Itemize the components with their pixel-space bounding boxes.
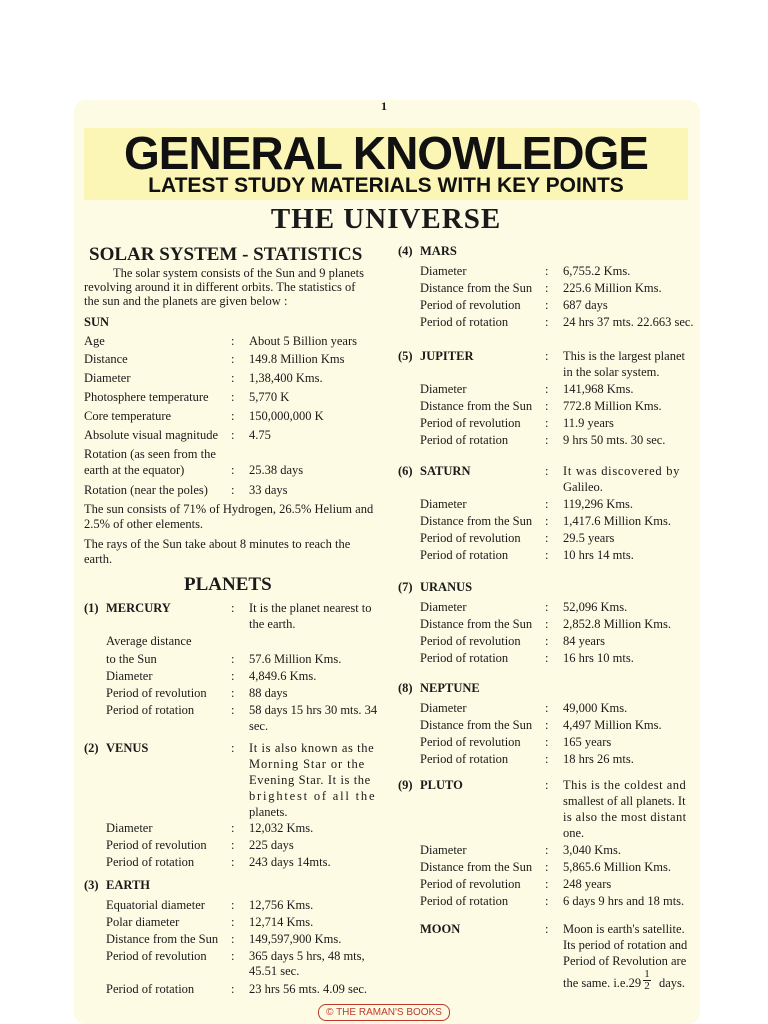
row-value: 150,000,000 K — [249, 409, 324, 423]
planet-note: Evening Star. It is the — [249, 773, 371, 787]
row-colon: : — [545, 548, 549, 562]
row-value: 11.9 years — [563, 416, 614, 430]
sun-heading: SUN — [84, 315, 110, 329]
row-colon: : — [545, 497, 549, 511]
row-label: Distance from the Sun — [420, 860, 533, 874]
row-colon: : — [231, 838, 235, 852]
rays-text: The rays of the Sun take about 8 minutes to reach the — [84, 537, 351, 551]
row-value: 45.51 sec. — [249, 964, 300, 978]
row-value: 57.6 Million Kms. — [249, 652, 342, 666]
row-colon: : — [545, 298, 549, 312]
row-colon: : — [545, 634, 549, 648]
moon-note: Its period of rotation and — [563, 938, 688, 952]
planet-note: This is the largest planet — [563, 349, 685, 363]
row-value: 225.6 Million Kms. — [563, 281, 662, 295]
rotation-poles-label: Rotation (near the poles) — [84, 483, 208, 497]
row-value: 225 days — [249, 838, 294, 852]
row-label: Distance — [84, 352, 128, 366]
row-label: Period of rotation — [106, 855, 195, 869]
row-label: Diameter — [106, 821, 153, 835]
row-colon: : — [545, 464, 549, 478]
row-colon: : — [545, 281, 549, 295]
composition-text: 2.5% of other elements. — [84, 517, 204, 531]
row-label: Period of rotation — [420, 752, 509, 766]
planet-note: in the solar system. — [563, 365, 660, 379]
planet-number: (9) — [398, 778, 413, 792]
row-colon: : — [231, 483, 235, 497]
row-value: 6 days 9 hrs and 18 mts. — [563, 894, 685, 908]
moon-same-prefix: the same. i.e.29 — [563, 976, 642, 990]
planet-name: EARTH — [106, 878, 151, 892]
row-colon: : — [545, 531, 549, 545]
planet-note: brightest of all the — [249, 789, 377, 803]
row-value: 58 days 15 hrs 30 mts. 34 — [249, 703, 378, 717]
row-colon: : — [545, 894, 549, 908]
planet-number: (1) — [84, 601, 99, 615]
row-label: Period of rotation — [420, 548, 509, 562]
row-colon: : — [545, 701, 549, 715]
planet-number: (7) — [398, 580, 413, 594]
intro-line: the sun and the planets are given below : — [84, 294, 288, 308]
planet-note: one. — [563, 826, 585, 840]
row-colon: : — [231, 898, 235, 912]
row-label: Core temperature — [84, 409, 172, 423]
row-colon: : — [231, 409, 235, 423]
planet-name: JUPITER — [420, 349, 474, 363]
row-label: Diameter — [106, 669, 153, 683]
row-label: Period of revolution — [420, 735, 521, 749]
row-colon: : — [231, 601, 235, 615]
row-colon: : — [545, 922, 549, 936]
row-value: About 5 Billion years — [249, 334, 357, 348]
row-colon: : — [231, 463, 235, 477]
row-label: Photosphere temperature — [84, 390, 209, 404]
row-value: 12,032 Kms. — [249, 821, 314, 835]
row-colon: : — [231, 390, 235, 404]
row-colon: : — [231, 932, 235, 946]
planet-note: Galileo. — [563, 480, 603, 494]
row-value: 24 hrs 37 mts. 22.663 sec. — [563, 315, 694, 329]
row-label: Diameter — [420, 382, 467, 396]
row-label: Diameter — [420, 701, 467, 715]
section-title: THE UNIVERSE — [270, 203, 502, 235]
row-colon: : — [231, 428, 235, 442]
row-label: Period of rotation — [420, 315, 509, 329]
row-value: 165 years — [563, 735, 612, 749]
row-label: Period of rotation — [106, 703, 195, 717]
fraction-denominator: 2 — [644, 980, 650, 992]
row-colon: : — [231, 686, 235, 700]
moon-same-suffix: days. — [659, 976, 686, 990]
planet-name: MERCURY — [106, 601, 171, 615]
row-value: 365 days 5 hrs, 48 mts, — [249, 949, 365, 963]
row-label: Period of revolution — [420, 416, 521, 430]
planet-number: (3) — [84, 878, 99, 892]
row-colon: : — [545, 718, 549, 732]
row-value: 4,849.6 Kms. — [249, 669, 317, 683]
row-label: Distance from the Sun — [420, 617, 533, 631]
row-label: Period of revolution — [420, 531, 521, 545]
row-label: Period of revolution — [106, 838, 207, 852]
fraction-numerator: 1 — [644, 968, 650, 980]
row-colon: : — [545, 752, 549, 766]
row-colon: : — [545, 860, 549, 874]
row-label: Distance from the Sun — [106, 932, 219, 946]
row-label: Period of rotation — [420, 894, 509, 908]
row-colon: : — [231, 669, 235, 683]
row-label: Diameter — [84, 371, 131, 385]
row-label: Distance from the Sun — [420, 281, 533, 295]
row-label: Average distance — [106, 634, 192, 648]
planet-number: (2) — [84, 741, 99, 755]
row-value: 1,417.6 Million Kms. — [563, 514, 671, 528]
row-label: Period of revolution — [420, 877, 521, 891]
rotation-poles-value: 33 days — [249, 483, 288, 497]
row-colon: : — [231, 949, 235, 963]
row-value: 4,497 Million Kms. — [563, 718, 662, 732]
row-value: sec. — [249, 719, 269, 733]
row-value: 88 days — [249, 686, 288, 700]
row-colon: : — [545, 399, 549, 413]
row-value: 23 hrs 56 mts. 4.09 sec. — [249, 982, 368, 996]
row-colon: : — [231, 855, 235, 869]
row-colon: : — [231, 982, 235, 996]
row-label: Period of revolution — [106, 949, 207, 963]
row-value: 141,968 Kms. — [563, 382, 634, 396]
row-value: 12,714 Kms. — [249, 915, 314, 929]
main-title: GENERAL KNOWLEDGE — [124, 127, 648, 179]
planet-note: is also the most distant — [563, 810, 687, 824]
page-number: 1 — [381, 99, 387, 113]
planet-note: This is the coldest and — [563, 778, 687, 792]
row-value: 772.8 Million Kms. — [563, 399, 662, 413]
row-colon: : — [231, 821, 235, 835]
planet-note: Morning Star or the — [249, 757, 366, 771]
row-colon: : — [545, 349, 549, 363]
moon-fraction — [643, 969, 651, 992]
row-colon: : — [545, 843, 549, 857]
row-label: Diameter — [420, 600, 467, 614]
intro-line: The solar system consists of the Sun and 9 planets — [113, 266, 365, 280]
row-value: 18 hrs 26 mts. — [563, 752, 634, 766]
rotation-eq-value: 25.38 days — [249, 463, 304, 477]
row-value: 687 days — [563, 298, 608, 312]
row-colon: : — [545, 416, 549, 430]
planet-number: (4) — [398, 244, 413, 258]
row-value: 16 hrs 10 mts. — [563, 651, 634, 665]
row-label: Period of revolution — [106, 686, 207, 700]
row-colon: : — [545, 735, 549, 749]
moon-note: Moon is earth's satellite. — [563, 922, 685, 936]
row-value: 84 years — [563, 634, 605, 648]
row-colon: : — [545, 514, 549, 528]
row-label: Diameter — [420, 843, 467, 857]
row-label: Period of revolution — [420, 634, 521, 648]
row-label: Distance from the Sun — [420, 514, 533, 528]
row-label: Distance from the Sun — [420, 718, 533, 732]
row-value: 5,865.6 Million Kms. — [563, 860, 671, 874]
moon-name: MOON — [420, 922, 461, 936]
row-value: 243 days 14mts. — [249, 855, 331, 869]
rotation-eq-label: Rotation (as seen from the — [84, 447, 216, 461]
planet-name: PLUTO — [420, 778, 463, 792]
planet-number: (6) — [398, 464, 413, 478]
publisher-footer: © THE RAMAN'S BOOKS — [318, 1004, 450, 1021]
row-value: 49,000 Kms. — [563, 701, 628, 715]
planet-name: NEPTUNE — [420, 681, 480, 695]
planet-number: (8) — [398, 681, 413, 695]
row-colon: : — [545, 617, 549, 631]
row-value: 3,040 Kms. — [563, 843, 621, 857]
row-value: 6,755.2 Kms. — [563, 264, 631, 278]
composition-text: The sun consists of 71% of Hydrogen, 26.5% Helium and — [84, 502, 374, 516]
row-colon: : — [231, 741, 235, 755]
row-colon: : — [545, 778, 549, 792]
row-colon: : — [545, 651, 549, 665]
intro-line: revolving around it in different orbits. The statistics of — [84, 280, 356, 294]
row-label: Period of rotation — [106, 982, 195, 996]
planet-name: MARS — [420, 244, 457, 258]
row-label: Diameter — [420, 497, 467, 511]
rays-text: earth. — [84, 552, 113, 566]
row-colon: : — [545, 264, 549, 278]
planet-note: the earth. — [249, 617, 296, 631]
planet-number: (5) — [398, 349, 413, 363]
row-value: 119,296 Kms. — [563, 497, 634, 511]
row-value: 9 hrs 50 mts. 30 sec. — [563, 433, 666, 447]
row-value: 29.5 years — [563, 531, 615, 545]
row-colon: : — [545, 433, 549, 447]
row-label: Absolute visual magnitude — [84, 428, 219, 442]
row-value: 1,38,400 Kms. — [249, 371, 323, 385]
row-value: 2,852.8 Million Kms. — [563, 617, 671, 631]
row-value: 4.75 — [249, 428, 271, 442]
planet-note: It is the planet nearest to — [249, 601, 372, 615]
row-value: 5,770 K — [249, 390, 290, 404]
solar-heading: SOLAR SYSTEM - STATISTICS — [89, 244, 363, 265]
planets-heading: PLANETS — [184, 574, 272, 595]
row-label: Age — [84, 334, 105, 348]
row-colon: : — [231, 652, 235, 666]
row-label: Diameter — [420, 264, 467, 278]
row-label: Equatorial diameter — [106, 898, 205, 912]
row-label: Period of rotation — [420, 433, 509, 447]
rotation-eq-label: earth at the equator) — [84, 463, 185, 477]
row-value: 52,096 Kms. — [563, 600, 628, 614]
row-label: Period of rotation — [420, 651, 509, 665]
main-subtitle: LATEST STUDY MATERIALS WITH KEY POINTS — [148, 174, 624, 197]
row-label: Distance from the Sun — [420, 399, 533, 413]
row-colon: : — [231, 371, 235, 385]
row-value: 149.8 Million Kms — [249, 352, 345, 366]
planet-note: planets. — [249, 805, 288, 819]
row-colon: : — [231, 703, 235, 717]
row-value: 248 years — [563, 877, 612, 891]
row-colon: : — [231, 352, 235, 366]
row-label: Polar diameter — [106, 915, 180, 929]
planet-name: SATURN — [420, 464, 471, 478]
moon-note: Period of Revolution are — [563, 954, 687, 968]
row-colon: : — [231, 915, 235, 929]
planet-note: It was discovered by — [563, 464, 681, 478]
row-colon: : — [545, 877, 549, 891]
planet-name: VENUS — [106, 741, 149, 755]
row-label: Period of revolution — [420, 298, 521, 312]
row-value: 149,597,900 Kms. — [249, 932, 342, 946]
row-label: to the Sun — [106, 652, 157, 666]
row-value: 10 hrs 14 mts. — [563, 548, 634, 562]
row-value: 12,756 Kms. — [249, 898, 314, 912]
planet-note: smallest of all planets. It — [563, 794, 686, 808]
row-colon: : — [545, 382, 549, 396]
row-colon: : — [545, 600, 549, 614]
planet-name: URANUS — [420, 580, 473, 594]
row-colon: : — [231, 334, 235, 348]
row-colon: : — [545, 315, 549, 329]
planet-note: It is also known as the — [249, 741, 375, 755]
